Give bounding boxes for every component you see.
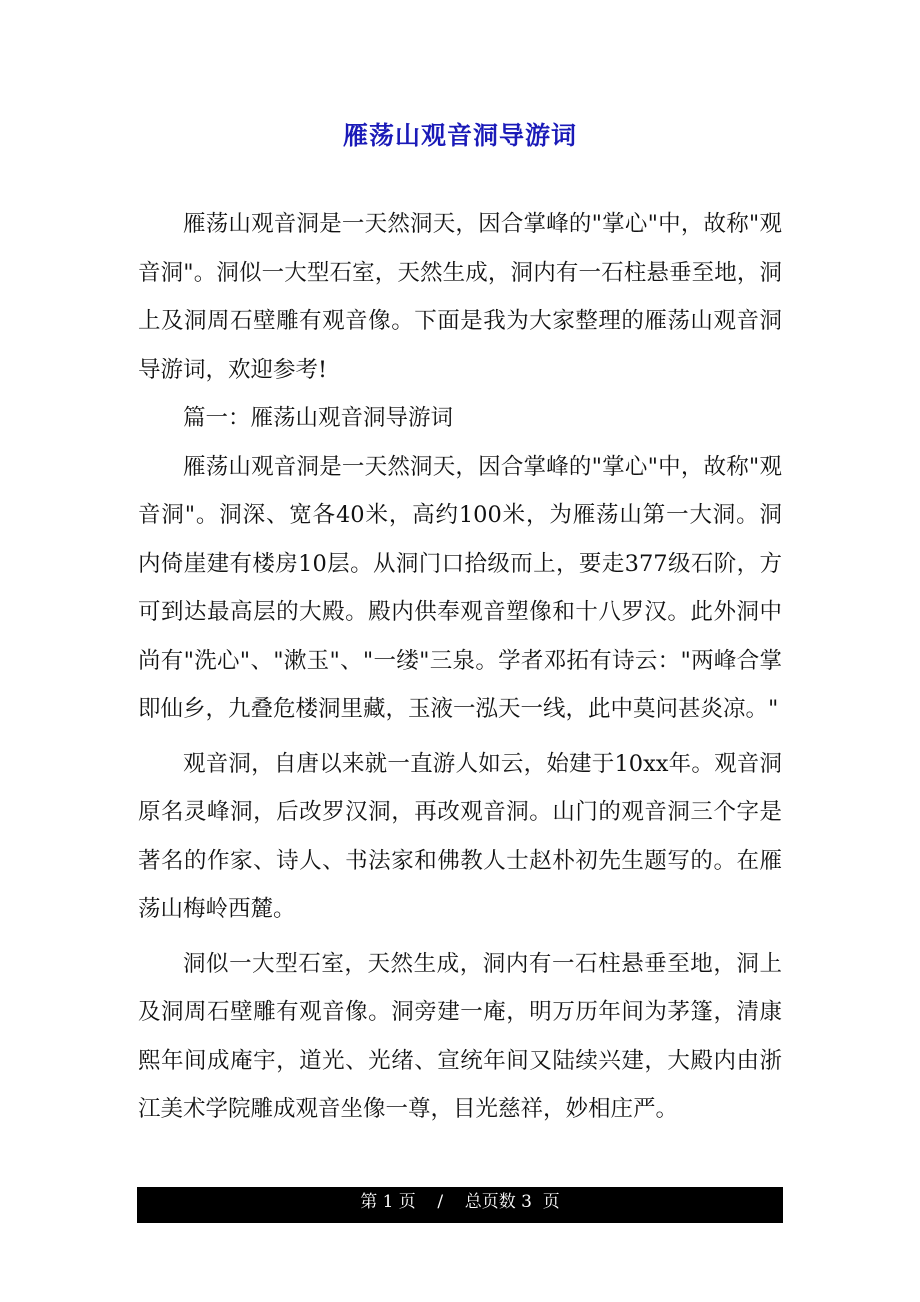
- paragraph-intro: 雁荡山观音洞是一天然洞天，因合掌峰的"掌心"中，故称"观音洞"。洞似一大型石室，天然生成，洞内有一石柱悬垂至地，洞上及洞周石壁雕有观音像。下面是我为大家整理的雁荡山观音洞导游词，欢迎参考!: [138, 211, 782, 383]
- paragraph-3: 洞似一大型石室，天然生成，洞内有一石柱悬垂至地，洞上及洞周石壁雕有观音像。洞旁建一庵，明万历年间为茅篷，清康熙年间成庵宇，道光、光绪、宣统年间又陆续兴建，大殿内由浙江美术学院雕成观音坐像一尊，目光慈祥，妙相庄严。: [138, 950, 782, 1122]
- document-title: 雁荡山观音洞导游词: [342, 121, 577, 150]
- paragraph-1: 雁荡山观音洞是一天然洞天，因合掌峰的"掌心"中，故称"观音洞"。洞深、宽各40米，高约100米，为雁荡山第一大洞。洞内倚崖建有楼房10层。从洞门口拾级而上，要走377级石阶，方可到达最高层的大殿。殿内供奉观音塑像和十八罗汉。此外洞中尚有"洗心"、"漱玉"、"一缕"三泉。学者邓拓有诗云："两峰合掌即仙乡，九叠危楼洞里藏，玉液一泓天一线，此中莫问甚炎凉。": [138, 453, 782, 722]
- paragraph-2: 观音洞，自唐以来就一直游人如云，始建于10xx年。观音洞原名灵峰洞，后改罗汉洞，再改观音洞。山门的观音洞三个字是著名的作家、诗人、书法家和佛教人士赵朴初先生题写的。在雁荡山梅岭西麓。: [138, 750, 782, 922]
- page-number-label: 第 1 页 / 总页数 3 页: [360, 1192, 560, 1212]
- page-footer: [137, 1187, 783, 1223]
- document-body: [138, 200, 782, 1134]
- section-heading: 篇一：雁荡山观音洞导游词: [183, 405, 454, 431]
